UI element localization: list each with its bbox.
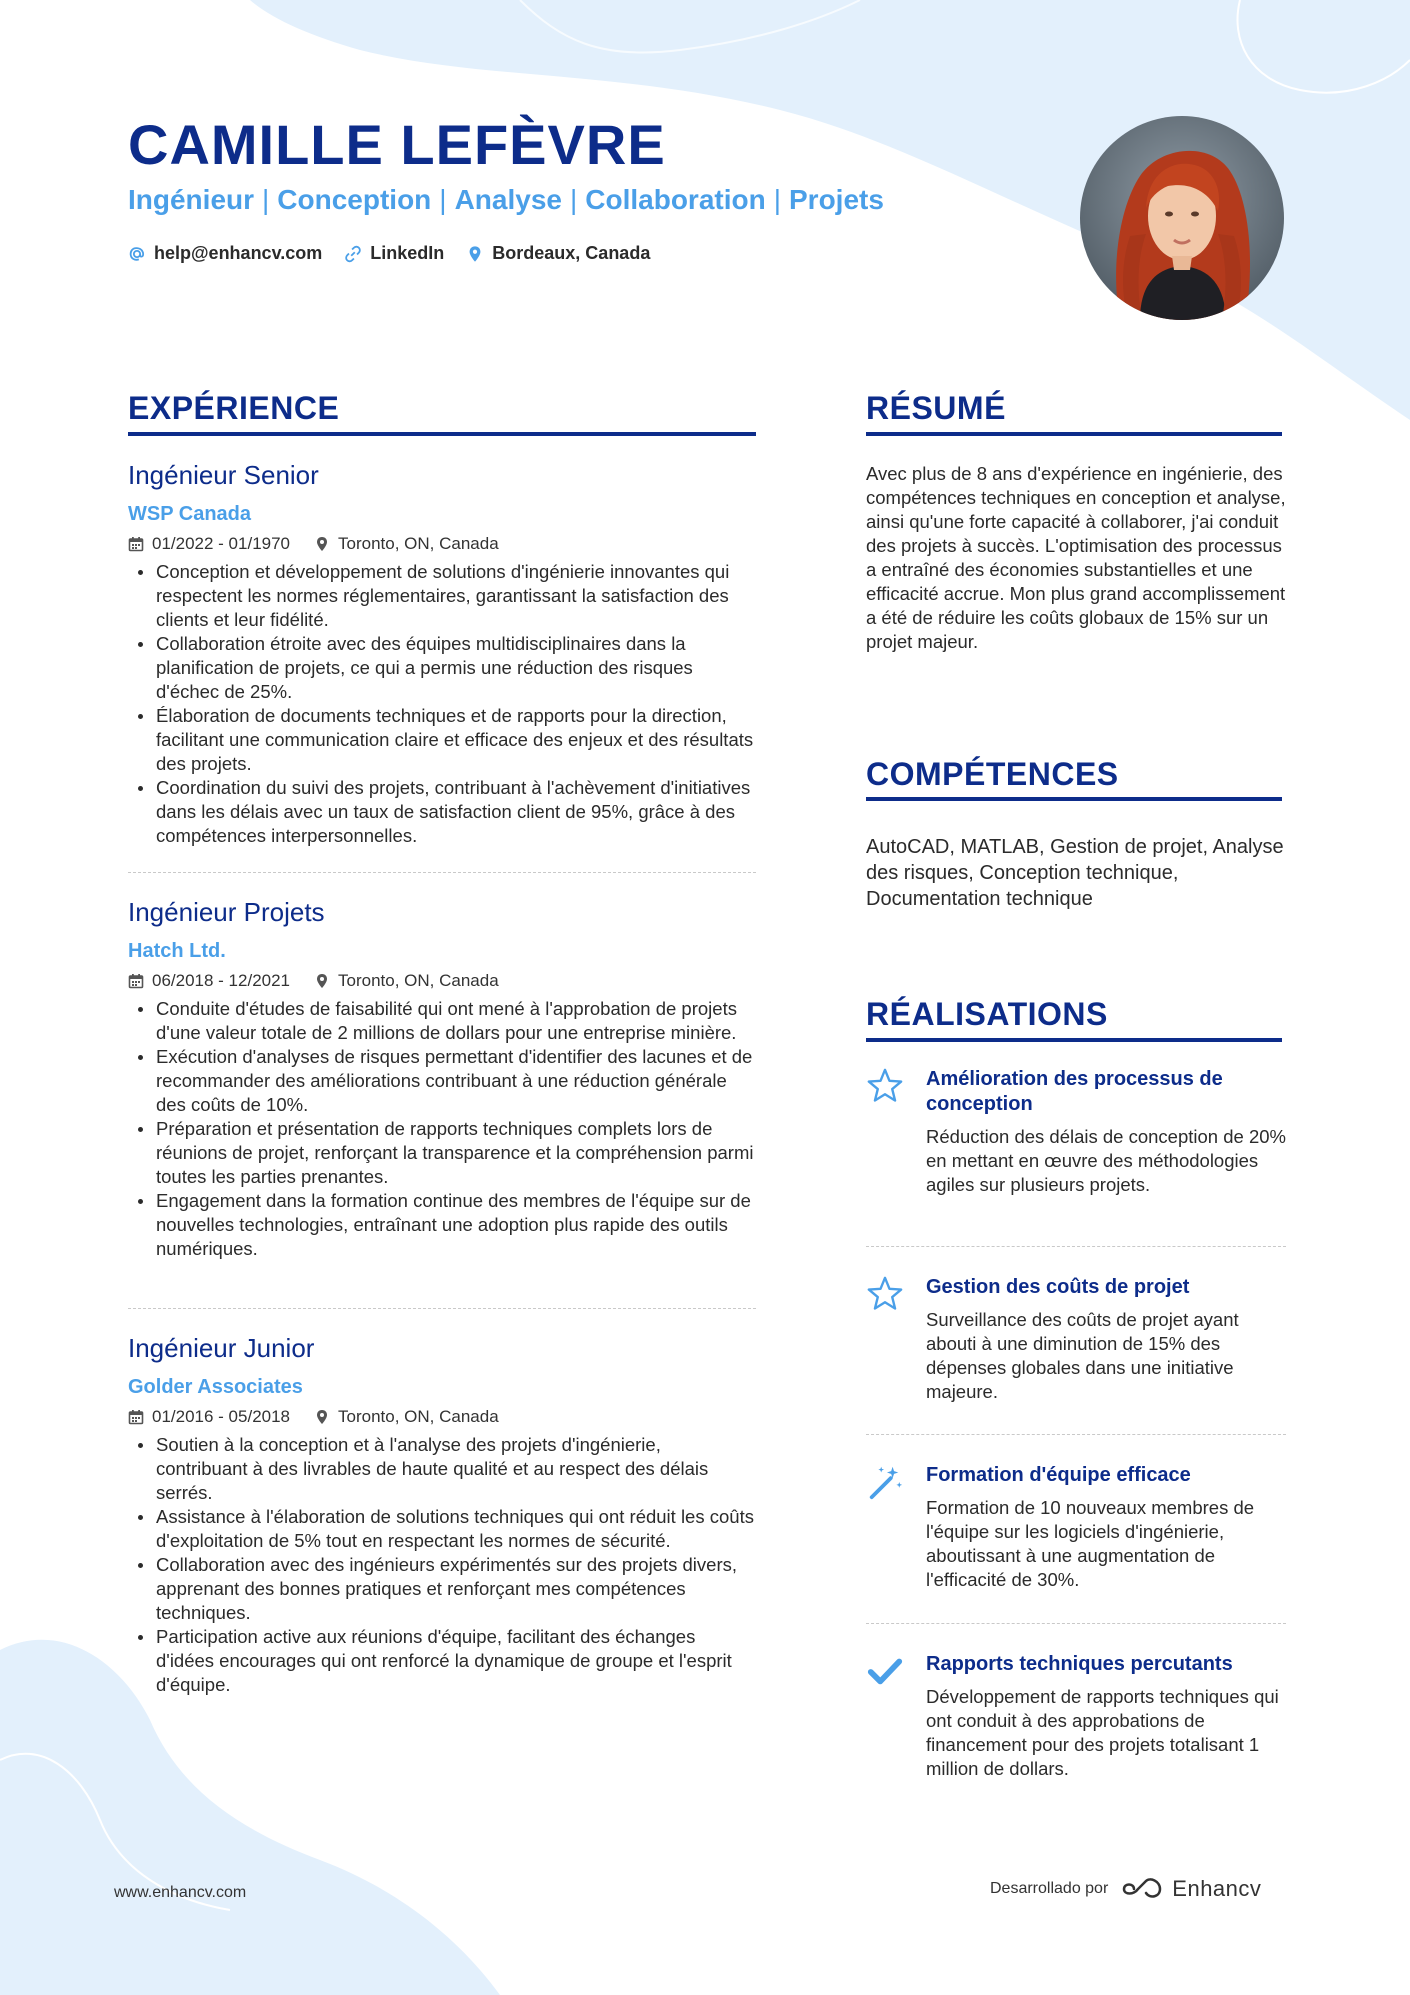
tagline-separator: |	[439, 184, 447, 215]
powered-by-text: Desarrollado por	[990, 1880, 1109, 1897]
skills-text: AutoCAD, MATLAB, Gestion de projet, Analyse des risques, Conception technique, Documentation technique	[866, 836, 1284, 910]
tagline-item: Ingénieur	[128, 184, 255, 215]
achievement-item	[866, 1067, 1286, 1197]
profile-photo	[1080, 116, 1284, 320]
enhancv-logo[interactable]	[1120, 1876, 1261, 1902]
tagline	[128, 184, 884, 216]
bullet-item: Collaboration étroite avec des équipes multidisciplinaires dans la planification de projets, ce qui a permis une réduction des risques d'échec de 25%.	[128, 632, 756, 704]
calendar-icon	[128, 973, 144, 989]
skills-heading: COMPÉTENCES	[866, 756, 1119, 792]
bullet-item: Coordination du suivi des projets, contribuant à l'achèvement d'initiatives dans les délais avec un taux de satisfaction client de 95%, grâce à des compétences interpersonnelles.	[128, 776, 756, 848]
achievement-title: Formation d'équipe efficace	[926, 1464, 1191, 1486]
job-location: Toronto, ON, Canada	[338, 1407, 499, 1426]
achievement-desc: Formation de 10 nouveaux membres de l'équipe sur les logiciels d'ingénierie, aboutissant à une augmentation de l'efficacité de 30%.	[926, 1497, 1255, 1590]
job-meta	[128, 534, 756, 554]
bullet-item: Assistance à l'élaboration de solutions techniques qui ont réduit les coûts d'exploitation de 5% tout en respectant les normes de sécurité.	[128, 1505, 756, 1553]
brand-name: Enhancv	[1172, 1876, 1262, 1901]
location-contact	[466, 243, 650, 264]
calendar-icon	[128, 1409, 144, 1425]
enhancv-logo-icon	[1120, 1877, 1164, 1901]
experience-heading: EXPÉRIENCE	[128, 390, 340, 426]
tagline-item: Collaboration	[585, 184, 766, 215]
divider	[866, 1623, 1286, 1624]
job-entry	[128, 460, 756, 848]
location-text: Bordeaux, Canada	[492, 243, 651, 263]
job-meta	[128, 1407, 756, 1427]
job-bullets	[128, 997, 756, 1261]
job-bullets	[128, 560, 756, 848]
divider	[128, 872, 756, 873]
achievement-item	[866, 1463, 1286, 1592]
job-bullets	[128, 1433, 756, 1697]
achievement-title: Amélioration des processus de conception	[926, 1068, 1223, 1115]
bullet-item: Élaboration de documents techniques et de rapports pour la direction, facilitant une communication claire et efficace des enjeux et des résultats des projets.	[128, 704, 756, 776]
star-icon	[866, 1275, 904, 1313]
achievement-item	[866, 1275, 1286, 1404]
linkedin-contact[interactable]	[344, 243, 444, 264]
tagline-item: Conception	[277, 184, 432, 215]
location-pin-icon	[466, 245, 484, 263]
achievement-title: Gestion des coûts de projet	[926, 1276, 1190, 1298]
bullet-item: Conception et développement de solutions d'ingénierie innovantes qui respectent les normes réglementaires, garantissant la satisfaction des clients et leur fidélité.	[128, 560, 756, 632]
link-icon	[344, 245, 362, 263]
at-icon	[128, 245, 146, 263]
bullet-item: Conduite d'études de faisabilité qui ont mené à l'approbation de projets d'une valeur totale de 2 millions de dollars pour une entreprise minière.	[128, 997, 756, 1045]
job-entry	[128, 1333, 756, 1697]
company-name: Hatch Ltd.	[128, 940, 226, 962]
experience-rule	[128, 432, 756, 436]
checkmark-icon	[866, 1652, 904, 1690]
bullet-item: Collaboration avec des ingénieurs expérimentés sur des projets divers, apprenant des bonnes pratiques et renforçant mes compétences techniques.	[128, 1553, 756, 1625]
tagline-item: Projets	[789, 184, 884, 215]
bullet-item: Soutien à la conception et à l'analyse des projets d'ingénierie, contribuant à des livrables de haute qualité et au respect des délais serrés.	[128, 1433, 756, 1505]
footer-powered-by	[990, 1876, 1261, 1902]
tagline-item: Analyse	[454, 184, 562, 215]
job-entry	[128, 897, 756, 1261]
achievement-desc: Réduction des délais de conception de 20% en mettant en œuvre des méthodologies agiles sur plusieurs projets.	[926, 1126, 1286, 1195]
summary-text: Avec plus de 8 ans d'expérience en ingénierie, des compétences techniques en conception et analyse, ainsi qu'une forte capacité à collaborer, j'ai conduit des projets à succès. L'optimisation des processus a entraîné des économies substantielles et une efficacité accrue. Mon plus grand accomplissement a été de réduire les coûts globaux de 15% sur un projet majeur.	[866, 463, 1286, 652]
contact-row	[128, 243, 650, 264]
email-text: help@enhancv.com	[154, 243, 323, 263]
job-title: Ingénieur Senior	[128, 460, 319, 490]
achievements-rule	[866, 1038, 1282, 1042]
job-title: Ingénieur Junior	[128, 1333, 315, 1363]
job-meta	[128, 971, 756, 991]
calendar-icon	[128, 536, 144, 552]
footer-website[interactable]: www.enhancv.com	[114, 1884, 247, 1901]
email-contact[interactable]	[128, 243, 322, 264]
divider	[866, 1246, 1286, 1247]
company-name: WSP Canada	[128, 503, 251, 525]
job-dates: 06/2018 - 12/2021	[152, 971, 291, 990]
skills-rule	[866, 797, 1282, 801]
job-dates: 01/2016 - 05/2018	[152, 1407, 291, 1426]
job-dates: 01/2022 - 01/1970	[152, 534, 291, 553]
divider	[866, 1434, 1286, 1435]
bullet-item: Préparation et présentation de rapports techniques complets lors de réunions de projet, renforçant la transparence et la compréhension parmi toutes les parties prenantes.	[128, 1117, 756, 1189]
summary-rule	[866, 432, 1282, 436]
achievement-desc: Surveillance des coûts de projet ayant abouti à une diminution de 15% des dépenses globales dans une initiative majeure.	[926, 1309, 1239, 1402]
tagline-separator: |	[773, 184, 781, 215]
candidate-name: CAMILLE LEFÈVRE	[128, 113, 666, 176]
achievement-title: Rapports techniques percutants	[926, 1653, 1233, 1675]
location-pin-icon	[314, 1409, 330, 1425]
job-title: Ingénieur Projets	[128, 897, 325, 927]
tagline-separator: |	[569, 184, 578, 215]
magic-wand-icon	[866, 1463, 904, 1501]
job-location: Toronto, ON, Canada	[338, 534, 499, 553]
achievement-item	[866, 1652, 1286, 1781]
tagline-separator: |	[262, 184, 270, 215]
bullet-item: Engagement dans la formation continue des membres de l'équipe sur de nouvelles technologies, entraînant une adoption plus rapide des outils numériques.	[128, 1189, 756, 1261]
location-pin-icon	[314, 973, 330, 989]
achievements-heading: RÉALISATIONS	[866, 996, 1108, 1032]
job-location: Toronto, ON, Canada	[338, 971, 499, 990]
bullet-item: Participation active aux réunions d'équipe, facilitant des échanges d'idées encourages qui ont renforcé la dynamique de groupe et l'esprit d'équipe.	[128, 1625, 756, 1697]
linkedin-text: LinkedIn	[370, 243, 445, 263]
bullet-item: Exécution d'analyses de risques permettant d'identifier des lacunes et de recommander des améliorations contribuant à une réduction générale des coûts de 10%.	[128, 1045, 756, 1117]
star-icon	[866, 1067, 904, 1105]
achievement-desc: Développement de rapports techniques qui ont conduit à des approbations de financement pour des projets totalisant 1 million de dollars.	[926, 1686, 1279, 1779]
location-pin-icon	[314, 536, 330, 552]
avatar	[1080, 116, 1284, 320]
summary-heading: RÉSUMÉ	[866, 390, 1006, 426]
divider	[128, 1308, 756, 1309]
company-name: Golder Associates	[128, 1376, 303, 1398]
